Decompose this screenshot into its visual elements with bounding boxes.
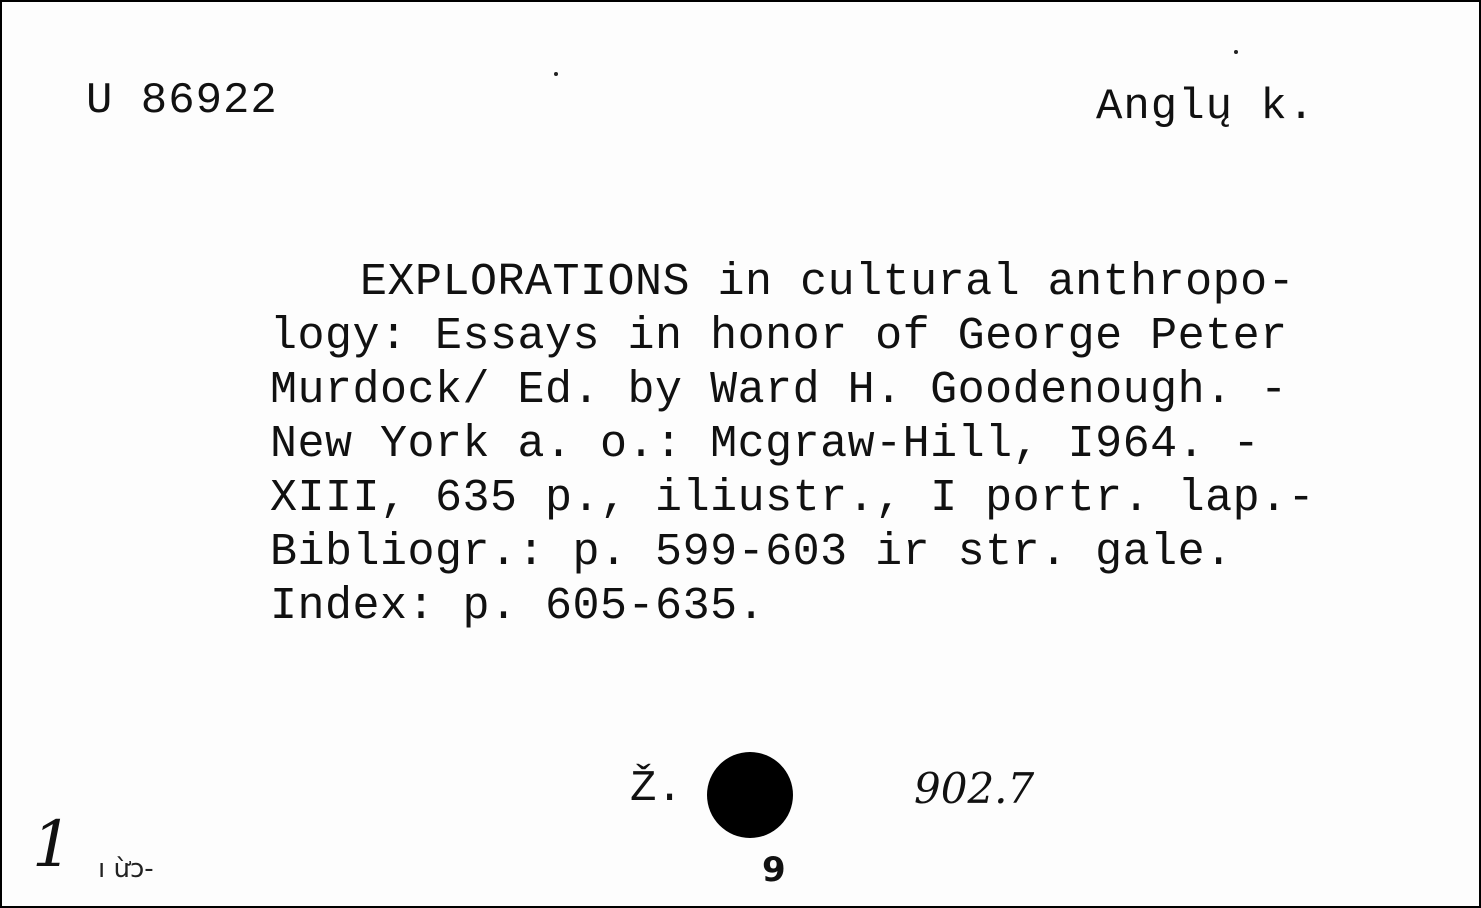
handwritten-count: 1 xyxy=(32,808,73,882)
entry-line: Bibliogr.: p. 599-603 ir str. gale. xyxy=(270,527,1233,578)
speck xyxy=(554,72,558,76)
shelf-mark: Ž. xyxy=(630,764,683,814)
language-label: Anglų k. xyxy=(1096,82,1316,132)
class-number: 902.7 xyxy=(914,764,1035,813)
speck xyxy=(1234,50,1238,54)
bibliographic-entry xyxy=(270,256,1470,634)
entry-line: Index: p. 605-635. xyxy=(270,581,766,632)
handwritten-note: ı ừɔ- xyxy=(98,854,154,884)
entry-line: logy: Essays in honor of George Peter xyxy=(270,311,1288,362)
call-number: U 86922 xyxy=(86,76,278,126)
entry-line: Murdock/ Ed. by Ward H. Goodenough. - xyxy=(270,365,1288,416)
entry-line: XIII, 635 p., iliustr., I portr. lap.- xyxy=(270,473,1316,524)
entry-line: EXPLORATIONS in cultural anthropo- xyxy=(360,257,1296,308)
punch-hole xyxy=(707,752,793,838)
entry-line: New York a. o.: Mcgraw-Hill, I964. - xyxy=(270,419,1261,470)
bottom-mark: 9 xyxy=(762,850,786,890)
